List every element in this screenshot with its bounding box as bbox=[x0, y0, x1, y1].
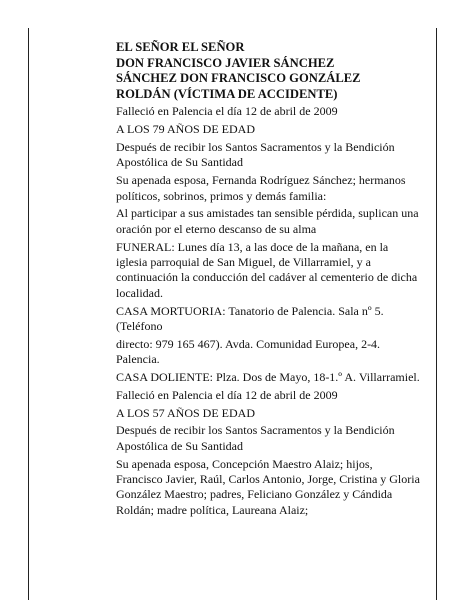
family-paragraph-2: Su apenada esposa, Concepción Maestro Alaiz; hijos, Francisco Javier, Raúl, Carlos Antonio, Jorge, Cristina y Gloria González Maestro; padres, Feliciano González y Cándida Roldán; madre política, Laureana Alaiz; bbox=[116, 456, 420, 517]
heading-line: ROLDÁN (VÍCTIMA DE ACCIDENTE) bbox=[116, 86, 338, 101]
family-paragraph: Su apenada esposa, Fernanda Rodríguez Sánchez; hermanos políticos, sobrinos, primos y demás familia: bbox=[116, 173, 406, 203]
heading-line: SÁNCHEZ DON FRANCISCO GONZÁLEZ bbox=[116, 71, 361, 86]
age-line-2: A LOS 57 AÑOS DE EDAD bbox=[116, 405, 256, 420]
prayer-request-paragraph: Al participar a sus amistades tan sensible pérdida, suplican una oración por el eterno descanso de su alma bbox=[116, 206, 419, 236]
mortuary-paragraph: CASA MORTUORIA: Tanatorio de Palencia. Sala nº 5. (Teléfono bbox=[116, 303, 384, 333]
funeral-paragraph: FUNERAL: Lunes día 13, a las doce de la mañana, en la iglesia parroquial de San Miguel, de Villarramiel, y a continuación la conducción del cadáver al cementerio de dicha localidad. bbox=[116, 239, 418, 300]
home-address-paragraph: CASA DOLIENTE: Plza. Dos de Mayo, 18-1.º A. Villarramiel. bbox=[116, 370, 420, 384]
heading-line: DON FRANCISCO JAVIER SÁNCHEZ bbox=[116, 55, 335, 70]
obituary-heading bbox=[116, 40, 422, 102]
death-date-line: Falleció en Palencia el día 12 de abril de 2009 bbox=[116, 104, 338, 119]
obituary-text-block bbox=[116, 40, 422, 521]
sacraments-paragraph: Después de recibir los Santos Sacramentos y la Bendición Apostólica de Su Santidad bbox=[116, 139, 395, 170]
age-line: A LOS 79 AÑOS DE EDAD bbox=[116, 122, 256, 137]
right-border-line bbox=[436, 28, 437, 600]
mortuary-address-paragraph: directo: 979 165 467). Avda. Comunidad Europea, 2-4. Palencia. bbox=[116, 336, 381, 367]
sacraments-paragraph-2: Después de recibir los Santos Sacramentos y la Bendición Apostólica de Su Santidad bbox=[116, 423, 395, 453]
left-border-line bbox=[28, 28, 29, 600]
heading-line: EL SEÑOR EL SEÑOR bbox=[116, 40, 245, 54]
death-date-line-2: Falleció en Palencia el día 12 de abril de 2009 bbox=[116, 387, 338, 402]
